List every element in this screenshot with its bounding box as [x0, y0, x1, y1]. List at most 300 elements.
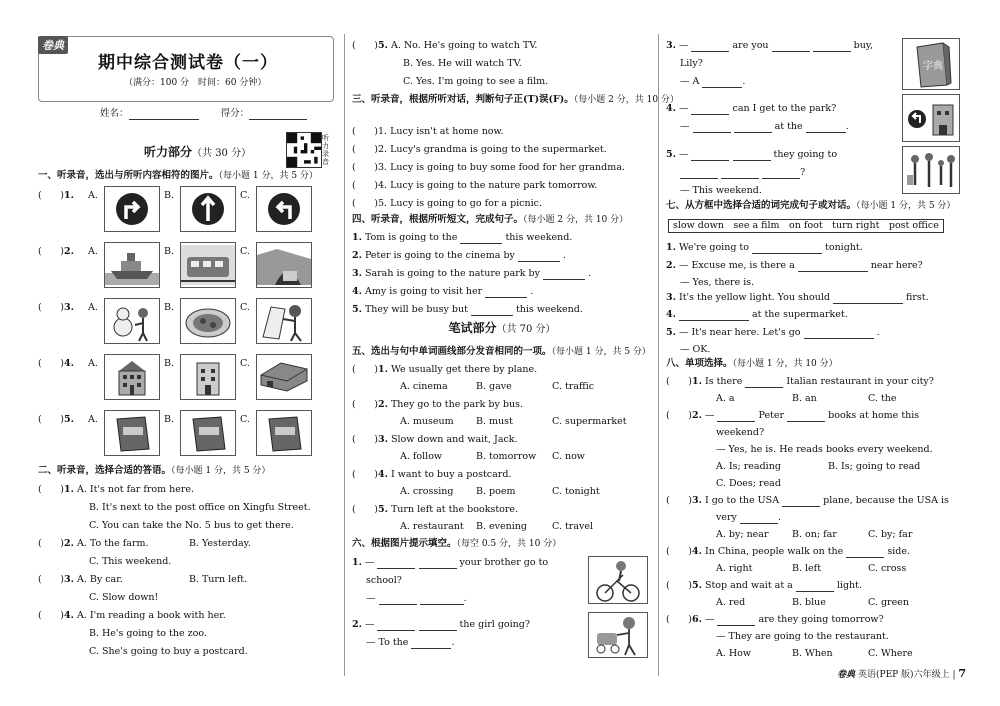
s2-q1-c: C. You can take the No. 5 bus to get there.: [89, 520, 294, 531]
blank[interactable]: [419, 558, 457, 569]
q-number: 4.: [666, 309, 676, 320]
q-number: 4.: [378, 469, 388, 480]
brand-logo: 卷典: [38, 36, 68, 54]
text: very: [716, 512, 737, 523]
s3-points: （每小题 2 分，共 10 分）: [573, 95, 679, 105]
option-a: A. Is; reading: [716, 461, 781, 472]
s8-q3-opts: [716, 529, 966, 541]
s6-q5: 5. — they going to: [666, 149, 838, 160]
blank[interactable]: [787, 411, 825, 422]
answer-paren[interactable]: [38, 358, 64, 370]
s2-q4-b: B. He's going to the zoo.: [89, 628, 207, 639]
s2-q5-b: B. Yes. He will watch TV.: [403, 58, 522, 69]
q-number: 4.: [352, 286, 362, 297]
s4-item-3: [352, 268, 652, 280]
answer-paren[interactable]: [352, 40, 378, 52]
answer-paren[interactable]: [666, 614, 692, 626]
text: We're going to: [678, 242, 749, 253]
option-label: B.: [164, 246, 175, 257]
s8-q1[interactable]: [666, 376, 966, 388]
s8-q6[interactable]: [666, 614, 966, 626]
answer-blank[interactable]: [798, 261, 868, 272]
column-2: [352, 0, 679, 706]
writing-title: 笔试部分: [448, 321, 497, 335]
blank[interactable]: [420, 594, 464, 605]
answer-paren[interactable]: [38, 190, 64, 202]
s3-item-3[interactable]: [352, 162, 652, 174]
s8-points: （每小题 1 分，共 10 分）: [732, 359, 838, 369]
q-number: 1.: [352, 232, 362, 243]
s2-q3[interactable]: [38, 574, 340, 586]
text: In China, people walk on the: [704, 546, 844, 557]
option-b: B. tomorrow: [476, 451, 537, 462]
section-2-heading: [38, 465, 340, 477]
blank[interactable]: [377, 620, 415, 631]
text: they going to: [773, 149, 838, 160]
text: plane, because the USA is: [823, 495, 949, 506]
answer-paren[interactable]: [666, 580, 692, 592]
q-number: 3.: [64, 302, 74, 313]
option-a: A. follow: [400, 451, 443, 462]
score-label: 得分：: [220, 108, 250, 119]
option-a: A. right: [716, 563, 753, 574]
s5-item-4[interactable]: [352, 469, 652, 481]
s7-item-1: [666, 242, 966, 254]
option-b: B. Turn left.: [188, 574, 248, 585]
text: They will be busy but: [364, 304, 468, 315]
dictionary-label: 字典: [923, 61, 943, 72]
answer-paren[interactable]: [38, 246, 64, 258]
s8-q2-line2: weekend?: [716, 427, 765, 438]
answer-blank[interactable]: [485, 287, 527, 298]
girl-with-stroller-icon: [588, 612, 648, 658]
hospital-turn-left-icon: [902, 94, 960, 142]
option-b: B. on; far: [792, 529, 837, 540]
kids-snowman-icon[interactable]: [104, 298, 160, 344]
option-b: B. blue: [792, 597, 826, 608]
option-a: A. red: [716, 597, 746, 608]
answer-blank[interactable]: [833, 293, 903, 304]
answer-paren[interactable]: [666, 376, 692, 388]
s3-item-2[interactable]: [352, 144, 652, 156]
option-b: B. must: [476, 416, 513, 427]
name-blank[interactable]: [129, 109, 199, 120]
answer-paren[interactable]: [38, 302, 64, 314]
q-number: 4.: [692, 546, 702, 557]
option-a: A. cinema: [400, 381, 448, 392]
s1-title: 一、听录音，选出与所听内容相符的图片。: [38, 170, 219, 181]
option-a: A. a: [716, 393, 735, 404]
text: the girl going?: [459, 619, 530, 630]
q-number: 4.: [64, 358, 74, 369]
s5-item-3[interactable]: [352, 434, 652, 446]
answer-paren[interactable]: [666, 495, 692, 507]
section-7-heading: [666, 200, 966, 212]
text: — A: [680, 76, 700, 87]
s6-q2-line2: — To the .: [366, 637, 455, 648]
s2-q2-c: C. This weekend.: [89, 556, 172, 567]
text: Sarah is going to the nature park by: [364, 268, 541, 279]
s4-item-2: [352, 250, 652, 262]
blank[interactable]: [680, 168, 718, 179]
s1-points: （每小题 1 分，共 5 分）: [218, 171, 318, 181]
text: .: [562, 250, 567, 261]
option-label: C.: [240, 414, 250, 425]
building-icon[interactable]: [104, 354, 160, 400]
text: ?: [800, 167, 806, 178]
text: are they going tomorrow?: [758, 614, 884, 625]
blank[interactable]: [717, 615, 755, 626]
text: first.: [906, 292, 929, 303]
answer-blank[interactable]: [679, 310, 749, 321]
text: Peter: [758, 410, 785, 421]
option-c: C. supermarket: [552, 416, 627, 427]
blank[interactable]: [772, 41, 810, 52]
blank[interactable]: [762, 168, 800, 179]
statement: 4. Lucy is going to the nature park tomorrow.: [378, 180, 598, 191]
s8-q5-opts: [716, 597, 966, 609]
go-straight-sign-icon[interactable]: [180, 186, 236, 232]
answer-paren[interactable]: [352, 399, 378, 411]
s6-q3-line2: Lily?: [680, 58, 703, 69]
dash: —: [364, 619, 375, 630]
qr-label: 听力录音: [322, 134, 329, 166]
s7-reply-5: — OK.: [680, 344, 711, 355]
option-a: A. No. He's going to watch TV.: [390, 40, 538, 51]
s5-options-5: [400, 521, 652, 533]
option-b: B. When: [792, 648, 833, 659]
text: at the supermarket.: [751, 309, 848, 320]
answer-blank[interactable]: [752, 243, 822, 254]
blank[interactable]: [691, 150, 729, 161]
s5-title: 五、选出与句中单词画线部分发音相同的一项。: [352, 346, 552, 357]
answer-blank[interactable]: [460, 233, 502, 244]
section-4-heading: [352, 214, 652, 226]
s7-item-2: [666, 260, 966, 272]
option-b: B. evening: [476, 521, 527, 532]
answer-paren[interactable]: [38, 484, 64, 496]
section-5-heading: [352, 346, 652, 358]
s7-reply-2: — Yes, there is.: [680, 277, 755, 288]
score-blank[interactable]: [249, 109, 307, 120]
train-icon[interactable]: [180, 242, 236, 288]
q-number: 2.: [64, 246, 74, 257]
s2-q5-c: C. Yes. I'm going to see a film.: [403, 76, 549, 87]
s4-item-1: [352, 232, 652, 244]
s4-item-4: [352, 286, 652, 298]
q-number: 5.: [666, 149, 676, 160]
option-a: A. How: [716, 648, 752, 659]
s4-title: 四、听录音，根据所听短文，完成句子。: [352, 214, 524, 225]
blank[interactable]: [419, 620, 457, 631]
listening-points: （共 30 分）: [192, 148, 252, 159]
q-number: 5.: [352, 304, 362, 315]
sentence: I want to buy a postcard.: [390, 469, 512, 480]
s5-options-1: [400, 381, 652, 393]
text: Peter is going to the cinema by: [364, 250, 515, 261]
s8-q2-opt-c: C. Does; read: [716, 478, 781, 489]
column-divider: [658, 34, 659, 676]
s7-title: 七、从方框中选择合适的词完成句子或对话。: [666, 200, 857, 211]
blank[interactable]: [796, 581, 834, 592]
option-c: C. the: [868, 393, 897, 404]
s8-q3[interactable]: [666, 495, 966, 507]
word-box-text: slow down see a film on foot turn right post office: [668, 219, 944, 233]
blank[interactable]: [782, 496, 820, 507]
answer-blank[interactable]: [804, 328, 874, 339]
text: light.: [836, 580, 863, 591]
girl-painting-icon[interactable]: [256, 298, 312, 344]
text: .: [588, 268, 592, 279]
q-number: 4.: [64, 610, 74, 621]
blank[interactable]: [721, 168, 759, 179]
q-number: 3.: [666, 40, 676, 51]
option-a: A. crossing: [400, 486, 454, 497]
s5-item-5[interactable]: [352, 504, 652, 516]
s2-q4[interactable]: [38, 610, 340, 622]
answer-paren[interactable]: [352, 198, 378, 210]
q-number: 5.: [378, 504, 388, 515]
s6-q4: 4. — can I get to the park?: [666, 103, 837, 114]
book-icon[interactable]: [180, 410, 236, 456]
q-number: 3.: [692, 495, 702, 506]
s8-q2-line3: — Yes, he is. He reads books every weekend.: [716, 444, 933, 455]
column-1: [38, 0, 340, 706]
answer-blank[interactable]: [543, 269, 585, 280]
hospital-icon[interactable]: [180, 354, 236, 400]
q-number: 2.: [666, 260, 676, 271]
answer-paren[interactable]: [38, 414, 64, 426]
s3-item-1[interactable]: [352, 126, 652, 138]
blank[interactable]: [745, 377, 783, 388]
family-travel-icon: [902, 146, 960, 194]
section-3-heading: [352, 94, 679, 106]
book-icon[interactable]: [104, 410, 160, 456]
turn-left-sign-icon[interactable]: [256, 186, 312, 232]
s5-item-1[interactable]: [352, 364, 652, 376]
s5-item-2[interactable]: [352, 399, 652, 411]
s2-points: （每小题 1 分，共 5 分）: [171, 466, 271, 476]
s6-q3: 3. — are you buy,: [666, 40, 873, 51]
q-number: 5.: [666, 327, 676, 338]
blank[interactable]: [733, 150, 771, 161]
s8-q4[interactable]: [666, 546, 966, 558]
s3-title: 三、听录音，根据所听对话，判断句子正(T)误(F)。: [352, 94, 574, 105]
s8-q5[interactable]: [666, 580, 966, 592]
sentence: Slow down and wait, Jack.: [390, 434, 518, 445]
s2-q3-c: C. Slow down!: [89, 592, 159, 603]
blank[interactable]: [411, 638, 451, 649]
blank[interactable]: [846, 547, 884, 558]
text: Amy is going to visit her: [364, 286, 483, 297]
answer-paren[interactable]: [38, 574, 64, 586]
q-number: 2.: [692, 410, 702, 421]
column-3: [666, 0, 966, 706]
subway-icon[interactable]: [256, 242, 312, 288]
text: Tom is going to the: [364, 232, 458, 243]
answer-paren[interactable]: [352, 144, 378, 156]
text: near here?: [870, 260, 923, 271]
option-label: C.: [240, 358, 250, 369]
s2-q1[interactable]: [38, 484, 340, 496]
answer-paren[interactable]: [666, 410, 692, 422]
boy-riding-bike-icon: [588, 556, 648, 604]
s7-item-3: [666, 292, 966, 304]
option-label: A.: [88, 246, 98, 257]
section-1-heading: [38, 170, 340, 182]
s2-q4-c: C. She's going to buy a postcard.: [89, 646, 248, 657]
text: side.: [887, 546, 911, 557]
answer-paren[interactable]: [352, 364, 378, 376]
blank[interactable]: [693, 122, 731, 133]
q-number: 2.: [352, 619, 362, 630]
text: this weekend.: [505, 232, 573, 243]
option-a: A. by; near: [716, 529, 769, 540]
s7-item-4: [666, 309, 966, 321]
option-c: C. Where: [868, 648, 913, 659]
statement: 5. Lucy is going to go for a picnic.: [378, 198, 543, 209]
s3-item-4[interactable]: [352, 180, 652, 192]
sentence: Turn left at the bookstore.: [390, 504, 519, 515]
statement: 1. Lucy isn't at home now.: [378, 126, 504, 137]
s6-q5-line3: — This weekend.: [680, 185, 762, 196]
s5-options-4: [400, 486, 652, 498]
option-a: A. It's not far from here.: [76, 484, 195, 495]
s7-points: （每小题 1 分，共 5 分）: [856, 201, 956, 211]
answer-paren[interactable]: [38, 610, 64, 622]
s5-options-2: [400, 416, 652, 428]
answer-blank[interactable]: [518, 251, 560, 262]
q-number: 2.: [378, 399, 388, 410]
answer-paren[interactable]: [352, 504, 378, 516]
blank[interactable]: [702, 77, 742, 88]
dash: —: [704, 410, 715, 421]
option-label: B.: [164, 190, 175, 201]
blank[interactable]: [740, 513, 778, 524]
q-number: 3.: [378, 434, 388, 445]
text: .: [530, 286, 534, 297]
text: your brother go to: [459, 557, 549, 568]
s2-title: 二、听录音，选择合适的答语。: [38, 465, 172, 476]
s6-points: （每空 0.5 分，共 10 分）: [456, 539, 562, 549]
s2-q5[interactable]: [352, 40, 652, 52]
option-c: C. by; far: [868, 529, 913, 540]
option-b: B. an: [792, 393, 817, 404]
text: books at home this: [828, 410, 920, 421]
q-number: 1.: [64, 190, 74, 201]
option-label: C.: [240, 302, 250, 313]
text: this weekend.: [515, 304, 583, 315]
s6-q3-line3: — A .: [680, 76, 746, 87]
turn-right-sign-icon[interactable]: [104, 186, 160, 232]
option-a: A. To the farm.: [76, 538, 149, 549]
q-number: 3.: [64, 574, 74, 585]
option-b: B. left: [792, 563, 822, 574]
option-label: C.: [240, 190, 250, 201]
s4-points: （每小题 2 分，共 10 分）: [523, 215, 629, 225]
column-divider: [344, 34, 345, 676]
sentence: We usually get there by plane.: [390, 364, 538, 375]
q-number: 5.: [64, 414, 74, 425]
answer-paren[interactable]: [38, 538, 64, 550]
section-6-heading: [352, 538, 652, 550]
s8-q6-opts: [716, 648, 966, 660]
food-plate-icon[interactable]: [180, 298, 236, 344]
blank[interactable]: [691, 104, 729, 115]
dash: —: [366, 593, 376, 604]
q-number: 3.: [666, 292, 676, 303]
dash: —: [364, 557, 375, 568]
s2-q1-b: B. It's next to the post office on Xingfu Street.: [89, 502, 311, 513]
text: .: [876, 327, 880, 338]
s5-options-3: [400, 451, 652, 463]
q-number: 1.: [64, 484, 74, 495]
s8-q2[interactable]: [666, 410, 966, 422]
s8-q2-opts: [716, 461, 966, 473]
answer-paren[interactable]: [352, 469, 378, 481]
s3-item-5[interactable]: [352, 198, 652, 210]
s8-q6-line2: — They are going to the restaurant.: [716, 631, 889, 642]
house-icon[interactable]: [256, 354, 312, 400]
option-label: B.: [164, 414, 175, 425]
qr-code-icon[interactable]: [286, 132, 322, 168]
option-a: A. restaurant: [400, 521, 464, 532]
s6-q4-line2: — at the .: [680, 121, 849, 132]
footer-book: 英语(PEP 版)六年级上: [858, 670, 950, 680]
answer-paren[interactable]: [352, 180, 378, 192]
answer-blank[interactable]: [471, 305, 513, 316]
s8-q3-line2: very .: [716, 512, 781, 523]
text: at the: [774, 121, 803, 132]
footer-brand: 卷典: [837, 670, 856, 680]
page-title: 期中综合测试卷（一）: [98, 53, 278, 73]
option-b: B. gave: [476, 381, 512, 392]
option-c: C. now: [552, 451, 585, 462]
text: Italian restaurant in your city?: [786, 376, 934, 387]
book-icon[interactable]: [256, 410, 312, 456]
s5-points: （每小题 1 分，共 5 分）: [551, 347, 651, 357]
option-b: B. Is; going to read: [828, 461, 921, 472]
s2-q2[interactable]: [38, 538, 340, 550]
page-footer: 卷典 英语(PEP 版)六年级上 | 7: [837, 667, 966, 680]
name-score-line: [100, 108, 340, 120]
word-box: [668, 219, 966, 233]
q-number: 6.: [692, 614, 702, 625]
ship-icon[interactable]: [104, 242, 160, 288]
blank[interactable]: [377, 558, 415, 569]
option-b: B. Yesterday.: [188, 538, 251, 549]
blank[interactable]: [691, 41, 729, 52]
answer-paren[interactable]: [352, 434, 378, 446]
blank[interactable]: [734, 122, 772, 133]
option-a: A. I'm reading a book with her.: [76, 610, 226, 621]
q-number: 5.: [692, 580, 702, 591]
option-c: C. travel: [552, 521, 594, 532]
blank[interactable]: [813, 41, 851, 52]
blank[interactable]: [806, 122, 846, 133]
s8-q1-opts: [716, 393, 966, 405]
answer-paren[interactable]: [352, 126, 378, 138]
option-label: B.: [164, 302, 175, 313]
name-label: 姓名：: [100, 108, 129, 119]
text: can I get to the park?: [732, 103, 837, 114]
option-label: C.: [240, 246, 250, 257]
blank[interactable]: [717, 411, 755, 422]
answer-paren[interactable]: [666, 546, 692, 558]
q-number: 5.: [378, 40, 388, 51]
blank[interactable]: [379, 594, 417, 605]
answer-paren[interactable]: [352, 162, 378, 174]
